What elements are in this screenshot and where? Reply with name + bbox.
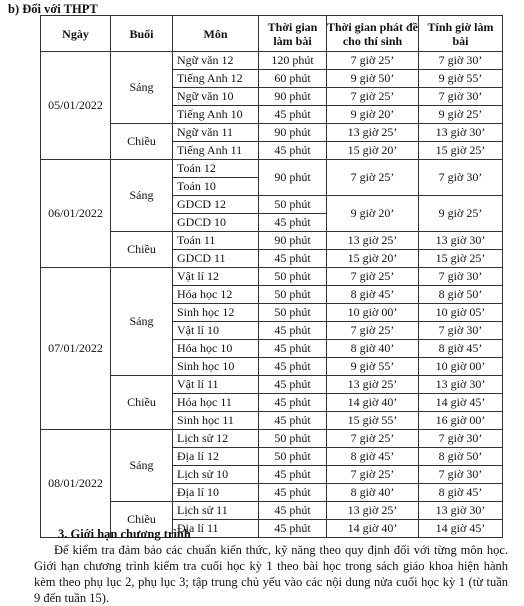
header-duration: Thời gian làm bài bbox=[259, 16, 327, 52]
end-cell: 13 giờ 30’ bbox=[419, 502, 503, 520]
header-session: Buổi bbox=[111, 16, 173, 52]
start-cell: 7 giờ 25’ bbox=[327, 88, 419, 106]
end-cell: 7 giờ 30’ bbox=[419, 52, 503, 70]
session-cell: Sáng bbox=[111, 160, 173, 232]
end-cell: 8 giờ 45’ bbox=[419, 484, 503, 502]
start-cell: 7 giờ 25’ bbox=[327, 52, 419, 70]
duration-cell: 45 phút bbox=[259, 484, 327, 502]
end-cell: 10 giờ 05’ bbox=[419, 304, 503, 322]
duration-cell: 45 phút bbox=[259, 412, 327, 430]
subject-cell: Hóa học 11 bbox=[173, 394, 259, 412]
header-end: Tính giờ làm bài bbox=[419, 16, 503, 52]
table-row bbox=[41, 502, 503, 520]
end-cell: 16 giờ 00’ bbox=[419, 412, 503, 430]
subject-cell: Toán 11 bbox=[173, 232, 259, 250]
end-cell: 7 giờ 30’ bbox=[419, 466, 503, 484]
end-cell: 13 giờ 30’ bbox=[419, 124, 503, 142]
session-cell: Chiều bbox=[111, 232, 173, 268]
session-cell: Chiều bbox=[111, 124, 173, 160]
subject-cell: Địa lí 11 bbox=[173, 520, 259, 538]
duration-cell: 45 phút bbox=[259, 250, 327, 268]
end-cell: 7 giờ 30’ bbox=[419, 160, 503, 196]
duration-cell: 45 phút bbox=[259, 376, 327, 394]
section-3-paragraph: Để kiểm tra đảm bảo các chuẩn kiến thức, kỹ năng theo quy định đối với từng môn học. Giới hạn chương trình kiểm tra cuối học kỳ 1 theo bài học trong sách giáo khoa hiện hành kèm theo phụ lục 2, phụ lục 3; tập trung chủ yếu vào các nội dung nửa cuối học kỳ 1 (từ tuần 9 đến tuần 15). bbox=[34, 543, 508, 605]
duration-cell: 60 phút bbox=[259, 70, 327, 88]
end-cell: 14 giờ 45’ bbox=[419, 394, 503, 412]
section-heading: b) Đối với THPT bbox=[8, 2, 98, 16]
session-cell: Sáng bbox=[111, 430, 173, 502]
end-cell: 9 giờ 55’ bbox=[419, 70, 503, 88]
end-cell: 9 giờ 25’ bbox=[419, 106, 503, 124]
table-row bbox=[41, 232, 503, 250]
start-cell: 10 giờ 00’ bbox=[327, 304, 419, 322]
session-cell: Sáng bbox=[111, 52, 173, 124]
duration-cell: 45 phút bbox=[259, 466, 327, 484]
session-cell: Chiều bbox=[111, 502, 173, 538]
exam-schedule-table bbox=[40, 15, 503, 538]
date-cell: 07/01/2022 bbox=[41, 268, 111, 430]
start-cell: 15 giờ 20’ bbox=[327, 142, 419, 160]
end-cell: 10 giờ 00’ bbox=[419, 358, 503, 376]
start-cell: 8 giờ 45’ bbox=[327, 448, 419, 466]
duration-cell: 45 phút bbox=[259, 502, 327, 520]
duration-cell: 90 phút bbox=[259, 124, 327, 142]
subject-cell: Tiếng Anh 10 bbox=[173, 106, 259, 124]
table-header-row bbox=[41, 16, 503, 52]
start-cell: 9 giờ 20’ bbox=[327, 196, 419, 232]
subject-cell: GDCD 12 bbox=[173, 196, 259, 214]
duration-cell: 90 phút bbox=[259, 160, 327, 196]
subject-cell: Ngữ văn 12 bbox=[173, 52, 259, 70]
table-row bbox=[41, 376, 503, 394]
table-row bbox=[41, 160, 503, 178]
start-cell: 8 giờ 40’ bbox=[327, 340, 419, 358]
subject-cell: Toán 10 bbox=[173, 178, 259, 196]
duration-cell: 45 phút bbox=[259, 394, 327, 412]
header-subject: Môn bbox=[173, 16, 259, 52]
subject-cell: GDCD 10 bbox=[173, 214, 259, 232]
subject-cell: Lịch sử 11 bbox=[173, 502, 259, 520]
header-start: Thời gian phát đề cho thí sinh bbox=[327, 16, 419, 52]
start-cell: 13 giờ 25’ bbox=[327, 376, 419, 394]
subject-cell: Ngữ văn 10 bbox=[173, 88, 259, 106]
start-cell: 13 giờ 25’ bbox=[327, 502, 419, 520]
subject-cell: Sinh học 10 bbox=[173, 358, 259, 376]
duration-cell: 50 phút bbox=[259, 430, 327, 448]
section-3-title: 3. Giới hạn chương trình bbox=[58, 527, 191, 541]
subject-cell: Sinh học 12 bbox=[173, 304, 259, 322]
subject-cell: Vật lí 10 bbox=[173, 322, 259, 340]
end-cell: 8 giờ 50’ bbox=[419, 286, 503, 304]
end-cell: 7 giờ 30’ bbox=[419, 322, 503, 340]
table-row bbox=[41, 430, 503, 448]
start-cell: 8 giờ 45’ bbox=[327, 286, 419, 304]
subject-cell: Vật lí 11 bbox=[173, 376, 259, 394]
end-cell: 14 giờ 45’ bbox=[419, 520, 503, 538]
subject-cell: GDCD 11 bbox=[173, 250, 259, 268]
subject-cell: Sinh học 11 bbox=[173, 412, 259, 430]
subject-cell: Vật lí 12 bbox=[173, 268, 259, 286]
date-cell: 05/01/2022 bbox=[41, 52, 111, 160]
start-cell: 7 giờ 25’ bbox=[327, 466, 419, 484]
start-cell: 15 giờ 20’ bbox=[327, 250, 419, 268]
start-cell: 7 giờ 25’ bbox=[327, 322, 419, 340]
end-cell: 15 giờ 25’ bbox=[419, 250, 503, 268]
start-cell: 7 giờ 25’ bbox=[327, 430, 419, 448]
end-cell: 7 giờ 30’ bbox=[419, 88, 503, 106]
subject-cell: Toán 12 bbox=[173, 160, 259, 178]
subject-cell: Địa lí 10 bbox=[173, 484, 259, 502]
end-cell: 9 giờ 25’ bbox=[419, 196, 503, 232]
start-cell: 13 giờ 25’ bbox=[327, 124, 419, 142]
end-cell: 8 giờ 50’ bbox=[419, 448, 503, 466]
duration-cell: 45 phút bbox=[259, 142, 327, 160]
duration-cell: 50 phút bbox=[259, 268, 327, 286]
start-cell: 9 giờ 55’ bbox=[327, 358, 419, 376]
subject-cell: Lịch sử 12 bbox=[173, 430, 259, 448]
subject-cell: Hóa học 10 bbox=[173, 340, 259, 358]
subject-cell: Lịch sử 10 bbox=[173, 466, 259, 484]
duration-cell: 50 phút bbox=[259, 448, 327, 466]
end-cell: 13 giờ 30’ bbox=[419, 232, 503, 250]
end-cell: 7 giờ 30’ bbox=[419, 268, 503, 286]
duration-cell: 45 phút bbox=[259, 214, 327, 232]
start-cell: 15 giờ 55’ bbox=[327, 412, 419, 430]
subject-cell: Địa lí 12 bbox=[173, 448, 259, 466]
header-date: Ngày bbox=[41, 16, 111, 52]
table-row bbox=[41, 124, 503, 142]
start-cell: 14 giờ 40’ bbox=[327, 394, 419, 412]
session-cell: Chiều bbox=[111, 376, 173, 430]
start-cell: 14 giờ 40’ bbox=[327, 520, 419, 538]
date-cell: 08/01/2022 bbox=[41, 430, 111, 538]
duration-cell: 45 phút bbox=[259, 322, 327, 340]
start-cell: 13 giờ 25’ bbox=[327, 232, 419, 250]
end-cell: 8 giờ 45’ bbox=[419, 340, 503, 358]
start-cell: 9 giờ 50’ bbox=[327, 70, 419, 88]
table-row bbox=[41, 52, 503, 70]
date-cell: 06/01/2022 bbox=[41, 160, 111, 268]
subject-cell: Tiếng Anh 12 bbox=[173, 70, 259, 88]
session-cell: Sáng bbox=[111, 268, 173, 376]
subject-cell: Hóa học 12 bbox=[173, 286, 259, 304]
duration-cell: 45 phút bbox=[259, 340, 327, 358]
table-row bbox=[41, 268, 503, 286]
duration-cell: 90 phút bbox=[259, 232, 327, 250]
end-cell: 13 giờ 30’ bbox=[419, 376, 503, 394]
end-cell: 7 giờ 30’ bbox=[419, 430, 503, 448]
duration-cell: 50 phút bbox=[259, 304, 327, 322]
start-cell: 7 giờ 25’ bbox=[327, 160, 419, 196]
subject-cell: Tiếng Anh 11 bbox=[173, 142, 259, 160]
start-cell: 7 giờ 25’ bbox=[327, 268, 419, 286]
duration-cell: 50 phút bbox=[259, 286, 327, 304]
end-cell: 15 giờ 25’ bbox=[419, 142, 503, 160]
duration-cell: 120 phút bbox=[259, 52, 327, 70]
subject-cell: Ngữ văn 11 bbox=[173, 124, 259, 142]
duration-cell: 45 phút bbox=[259, 358, 327, 376]
duration-cell: 45 phút bbox=[259, 106, 327, 124]
start-cell: 8 giờ 40’ bbox=[327, 484, 419, 502]
duration-cell: 45 phút bbox=[259, 520, 327, 538]
duration-cell: 90 phút bbox=[259, 88, 327, 106]
start-cell: 9 giờ 20’ bbox=[327, 106, 419, 124]
duration-cell: 50 phút bbox=[259, 196, 327, 214]
